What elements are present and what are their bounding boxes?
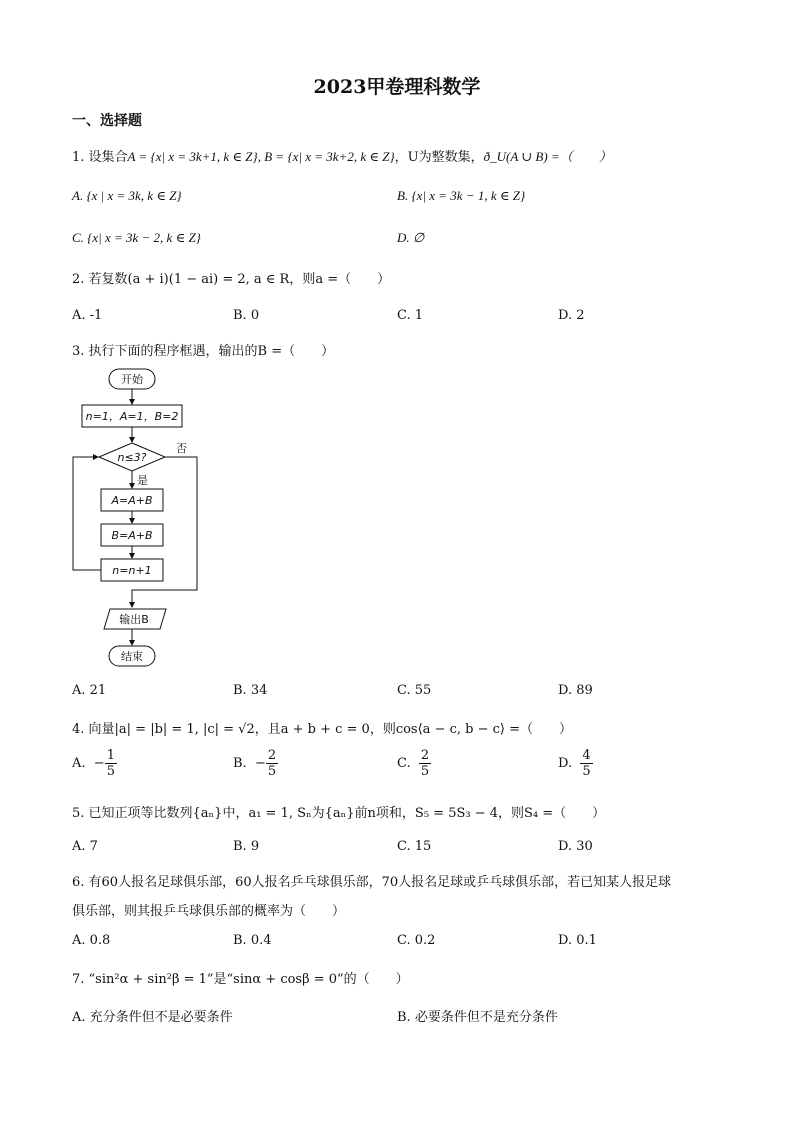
flow-yes-label: 是 [137, 474, 148, 487]
flow-start-label: 开始 [121, 373, 143, 386]
q6-option-d: D. 0.1 [558, 933, 597, 948]
question-5-stem: 5. 已知正项等比数列{aₙ}中，a₁ = 1, Sₙ为{aₙ}前n项和，S₅ = 5S₃ − 4，则S₄ =（ ） [72, 806, 606, 821]
question-6-stem-line2: 俱乐部，则其报乒乓球俱乐部的概率为（ ） [72, 904, 346, 919]
flow-decision-label: n≤3? [117, 451, 147, 464]
q5-option-a: A. 7 [72, 839, 98, 854]
q2-option-c: C. 1 [397, 308, 424, 323]
question-1-stem [72, 146, 612, 165]
q3-option-a: A. 21 [72, 683, 107, 698]
q7-option-b: B. 必要条件但不是充分条件 [397, 1010, 558, 1025]
question-4-stem: 4. 向量|a| = |b| = 1, |c| = √2，且a + b + c = 0，则cos⟨a − c, b − c⟩ =（ ） [72, 722, 572, 737]
q5-option-b: B. 9 [233, 839, 260, 854]
q6-option-a: A. 0.8 [72, 933, 111, 948]
q1-option-c: C. {x| x = 3k − 2, k ∈ Z} [72, 230, 201, 245]
q2-option-d: D. 2 [558, 308, 585, 323]
question-6-stem-line1: 6. 有60人报名足球俱乐部，60人报名乒乓球俱乐部，70人报名足球或乒乓球俱乐部，若已知某人报足球 [72, 875, 672, 890]
question-2-stem: 2. 若复数(a + i)(1 − ai) = 2, a ∈ R，则a =（ ） [72, 272, 391, 287]
q2-option-b: B. 0 [233, 308, 260, 323]
q3-option-c: C. 55 [397, 683, 432, 698]
page-title: 2023甲卷理科数学 [313, 76, 481, 98]
q3-option-d: D. 89 [558, 683, 593, 698]
q2-option-a: A. -1 [72, 308, 103, 323]
section-heading: 一、选择题 [72, 113, 142, 129]
q1-option-a: A. {x | x = 3k, k ∈ Z} [72, 188, 182, 203]
q1-stem-post: ð_U(A ∪ B) =（ ） [483, 149, 612, 164]
q4-option-d: D. $\frac{4}{5}$ [558, 748, 591, 779]
flowchart-diagram [72, 364, 212, 672]
question-3-stem: 3. 执行下面的程序框遇，输出的B =（ ） [72, 344, 335, 359]
flow-end-label: 结束 [121, 650, 143, 663]
q4-option-b: B. − $\frac{2}{5}$ [233, 748, 277, 779]
q7-option-a: A. 充分条件但不是必要条件 [72, 1010, 233, 1025]
q4-option-a: A. − $\frac{1}{5}$ [72, 748, 115, 779]
flow-output-label: 输出B [119, 613, 149, 626]
q3-option-b: B. 34 [233, 683, 268, 698]
flow-init-label: n=1，A=1，B=2 [85, 410, 179, 423]
q1-stem-math: A = {x| x = 3k+1, k ∈ Z}, B = {x| x = 3k+2, k ∈ Z} [127, 149, 395, 164]
q6-option-c: C. 0.2 [397, 933, 436, 948]
flow-step2-label: B=A+B [111, 529, 153, 542]
flow-loop-back-line [73, 457, 101, 570]
q4-option-d-fraction: $\frac{4}{5}$ [582, 748, 591, 779]
q1-option-b: B. {x| x = 3k − 1, k ∈ Z} [397, 188, 526, 203]
q5-option-d: D. 30 [558, 839, 593, 854]
q1-stem-pre: 1. 设集合 [72, 150, 128, 165]
q4-option-a-fraction: $\frac{1}{5}$ [106, 748, 115, 779]
q6-option-b: B. 0.4 [233, 933, 272, 948]
flow-no-label: 否 [176, 442, 187, 455]
q1-stem-mid: ，U为整数集， [394, 150, 484, 165]
question-7-stem: 7. “sin²α + sin²β = 1”是“sinα + cosβ = 0”的（ ） [72, 972, 409, 987]
q4-option-c-fraction: $\frac{2}{5}$ [420, 748, 430, 779]
q1-option-d: D. ∅ [397, 230, 425, 245]
q4-option-b-fraction: $\frac{2}{5}$ [267, 748, 277, 779]
q4-option-c: C. $\frac{2}{5}$ [397, 748, 430, 779]
flow-step1-label: A=A+B [111, 494, 153, 507]
q5-option-c: C. 15 [397, 839, 432, 854]
flow-step3-label: n=n+1 [112, 564, 152, 577]
